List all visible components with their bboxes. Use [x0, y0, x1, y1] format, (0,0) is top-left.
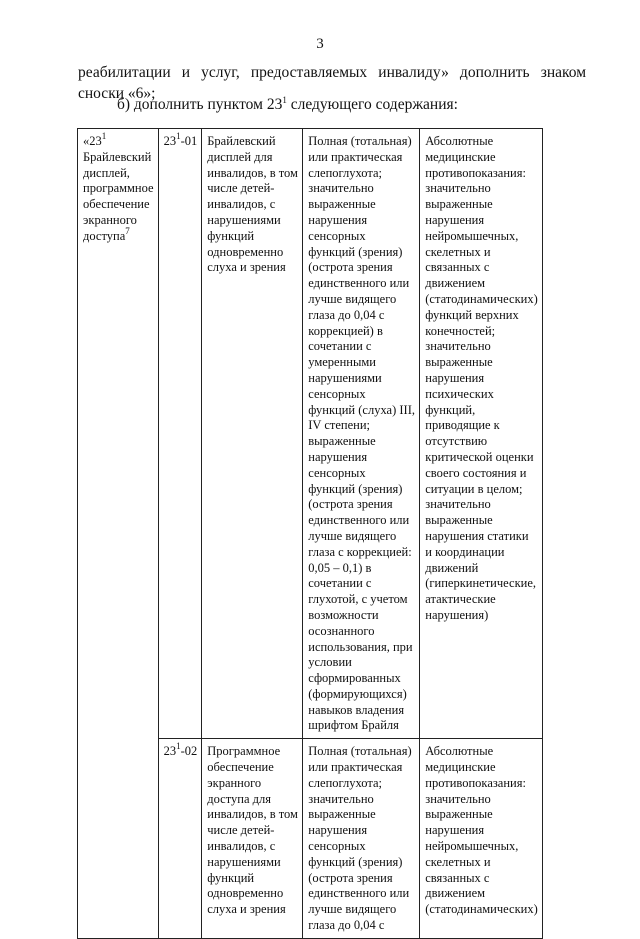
- item-contraindications: Абсолютные медицинские противопоказания: значительно выраженные нарушения нейромышечных, скелетных и связанных с движением (статодинамических) функций верхних конечностей; значительно выраженные нарушения психических функций, приводящие к отсутствию критической оценки своего состояния и ситуации в целом; значительно выраженные нарушения статики и координации движений (гиперкинетические, атактические нарушения): [425, 134, 538, 622]
- code-sup: 1: [176, 741, 181, 752]
- code-cell: [158, 739, 202, 939]
- page-number: 3: [316, 36, 324, 52]
- group-title: Брайлевский дисплей, программное обеспечение экранного доступа: [83, 149, 154, 243]
- intro-subpoint: [117, 94, 577, 115]
- code-sup: 1: [176, 131, 181, 141]
- item-name: Брайлевский дисплей для инвалидов, в том числе детей-инвалидов, с нарушениями функций одновременно слуха и зрения: [207, 134, 298, 275]
- group-prefix-sup: 1: [101, 131, 107, 141]
- item-indications: Полная (тотальная) или практическая слепоглухота; значительно выраженные нарушения сенсорных функций (зрения) (острота зрения единственного или лучше видящего глаза до 0,04 с: [308, 744, 412, 933]
- group-cell: [78, 129, 159, 939]
- indications-cell: [303, 129, 420, 739]
- contraindications-cell: [420, 129, 542, 739]
- subpoint-prefix: б) дополнить пунктом 23: [117, 96, 283, 113]
- appendix-table: [77, 128, 543, 939]
- subpoint-sup: 1: [282, 95, 287, 105]
- contraindications-cell: [420, 739, 542, 939]
- name-cell: [202, 129, 303, 739]
- code-base: 23: [163, 134, 177, 148]
- item-contraindications: Абсолютные медицинские противопоказания: значительно выраженные нарушения нейромышечных, скелетных и связанных с движением (статодинамических): [425, 744, 538, 917]
- footnote-mark: 7: [125, 225, 130, 236]
- subpoint-suffix: следующего содержания:: [286, 96, 458, 113]
- table-row: [78, 129, 543, 739]
- name-cell: [202, 739, 303, 939]
- group-prefix: «23: [83, 134, 102, 148]
- indications-cell: [303, 739, 420, 939]
- code-cell: [158, 129, 202, 739]
- intro-paragraph: реабилитации и услуг, предоставляемых инвалиду» дополнить знаком сноски «6»;: [78, 64, 586, 102]
- code-base: 23: [163, 744, 177, 759]
- item-name: Программное обеспечение экранного доступа для инвалидов, в том числе детей-инвалидов, с нарушениями функций одновременно слуха и зрения: [207, 744, 298, 917]
- item-indications: Полная (тотальная) или практическая слепоглухота; значительно выраженные нарушения сенсорных функций (зрения) (острота зрения единственного или лучше видящего глаза до 0,04 с коррекцией) в сочетании с умеренными нарушениями сенсорных функций (слуха) III, IV степени; выраженные нарушения сенсорных функций (зрения) (острота зрения единственного или лучше видящего глаза с коррекцией: 0,05 – 0,1) в сочетании с глухотой, с учетом возможности осознанного использования, при условии сформированных (формирующихся) навыков владения шрифтом Брайля: [308, 134, 415, 733]
- code-suffix: -01: [180, 134, 198, 148]
- code-suffix: -02: [180, 744, 198, 759]
